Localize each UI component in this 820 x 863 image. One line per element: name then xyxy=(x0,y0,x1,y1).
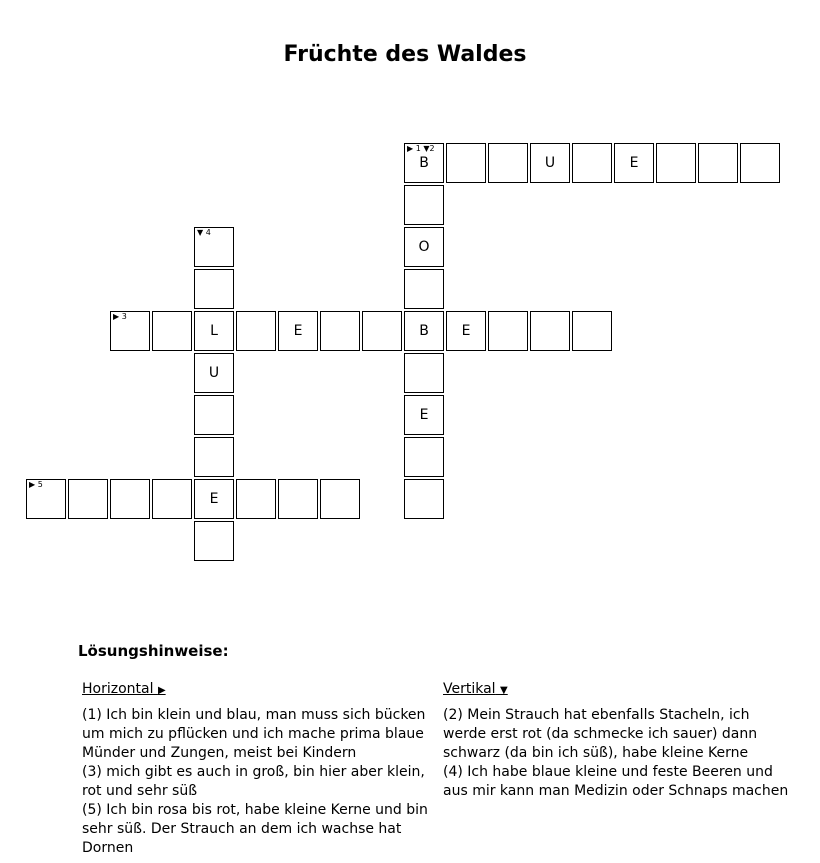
grid-cell[interactable] xyxy=(740,143,780,183)
grid-cell[interactable] xyxy=(488,143,528,183)
grid-cell[interactable] xyxy=(194,437,234,477)
grid-cell[interactable] xyxy=(236,479,276,519)
grid-cell[interactable] xyxy=(152,311,192,351)
grid-cell[interactable] xyxy=(530,143,570,183)
grid-cell[interactable] xyxy=(152,479,192,519)
cell-letter: B xyxy=(419,155,429,171)
grid-cell[interactable] xyxy=(110,479,150,519)
grid-cell[interactable] xyxy=(278,311,318,351)
horizontal-heading-label: Horizontal xyxy=(82,681,154,697)
grid-cell[interactable] xyxy=(404,437,444,477)
vertical-clues xyxy=(443,680,789,801)
grid-cell[interactable] xyxy=(110,311,150,351)
grid-cell[interactable] xyxy=(488,311,528,351)
grid-cell[interactable] xyxy=(572,143,612,183)
vertical-heading xyxy=(443,680,508,700)
grid-cell[interactable] xyxy=(320,311,360,351)
hints-title: Lösungshinweise: xyxy=(78,642,229,660)
down-arrow-icon: ▼ xyxy=(500,685,508,696)
cell-letter: E xyxy=(461,323,471,339)
grid-cell[interactable] xyxy=(404,143,444,183)
cell-letter: B xyxy=(419,323,429,339)
grid-cell[interactable] xyxy=(194,311,234,351)
grid-cell[interactable] xyxy=(194,227,234,267)
grid-cell[interactable] xyxy=(320,479,360,519)
grid-cell[interactable] xyxy=(530,311,570,351)
grid-cell[interactable] xyxy=(446,143,486,183)
grid-cell[interactable] xyxy=(404,395,444,435)
puzzle-title: Früchte des Waldes xyxy=(283,42,527,67)
horizontal-clues xyxy=(82,680,438,858)
grid-cell[interactable] xyxy=(614,143,654,183)
cell-letter: U xyxy=(544,155,556,171)
grid-cell[interactable] xyxy=(446,311,486,351)
clue-across-1: (1) Ich bin klein und blau, man muss sich bücken um mich zu pflücken und ich mache prima blaue Münder und Zungen, meist bei Kindern xyxy=(82,707,426,761)
grid-cell[interactable] xyxy=(194,521,234,561)
cell-letter: L xyxy=(210,323,218,339)
vertical-heading-label: Vertikal xyxy=(443,681,496,697)
grid-cell[interactable] xyxy=(404,479,444,519)
grid-cell[interactable] xyxy=(656,143,696,183)
clue-across-3: (3) mich gibt es auch in groß, bin hier aber klein, rot und sehr süß xyxy=(82,764,425,799)
cell-letter: O xyxy=(418,239,430,255)
clue-down-4: (4) Ich habe blaue kleine und feste Beeren und aus mir kann man Medizin oder Schnaps machen xyxy=(443,764,789,799)
horizontal-heading xyxy=(82,680,166,700)
grid-cell[interactable] xyxy=(68,479,108,519)
grid-cell[interactable] xyxy=(404,353,444,393)
grid-cell[interactable] xyxy=(26,479,66,519)
grid-cell[interactable] xyxy=(572,311,612,351)
clue-down-2: (2) Mein Strauch hat ebenfalls Stacheln, ich werde erst rot (da schmecke ich sauer) dann schwarz (da bin ich süß), habe kleine Kerne xyxy=(443,707,758,761)
clue-number: ▶ 1 ▼2 xyxy=(407,144,435,153)
grid-cell[interactable] xyxy=(194,479,234,519)
clue-number: ▶ 3 xyxy=(113,312,127,321)
grid-cell[interactable] xyxy=(194,353,234,393)
grid-cell[interactable] xyxy=(362,311,402,351)
grid-cell[interactable] xyxy=(236,311,276,351)
clue-number: ▼ 4 xyxy=(197,228,211,237)
grid-cell[interactable] xyxy=(278,479,318,519)
grid-cell[interactable] xyxy=(404,311,444,351)
grid-cell[interactable] xyxy=(194,395,234,435)
grid-cell[interactable] xyxy=(404,269,444,309)
grid-cell[interactable] xyxy=(404,185,444,225)
grid-cell[interactable] xyxy=(404,227,444,267)
cell-letter: E xyxy=(293,323,303,339)
grid-cell[interactable] xyxy=(698,143,738,183)
cell-letter: E xyxy=(419,407,429,423)
right-arrow-icon: ▶ xyxy=(157,685,166,696)
grid-cell[interactable] xyxy=(194,269,234,309)
clue-number: ▶ 5 xyxy=(29,480,43,489)
cell-letter: E xyxy=(209,491,219,507)
clue-across-5: (5) Ich bin rosa bis rot, habe kleine Kerne und bin sehr süß. Der Strauch an dem ich wachse hat Dornen xyxy=(82,802,428,856)
cell-letter: U xyxy=(208,365,220,381)
cell-letter: E xyxy=(629,155,639,171)
